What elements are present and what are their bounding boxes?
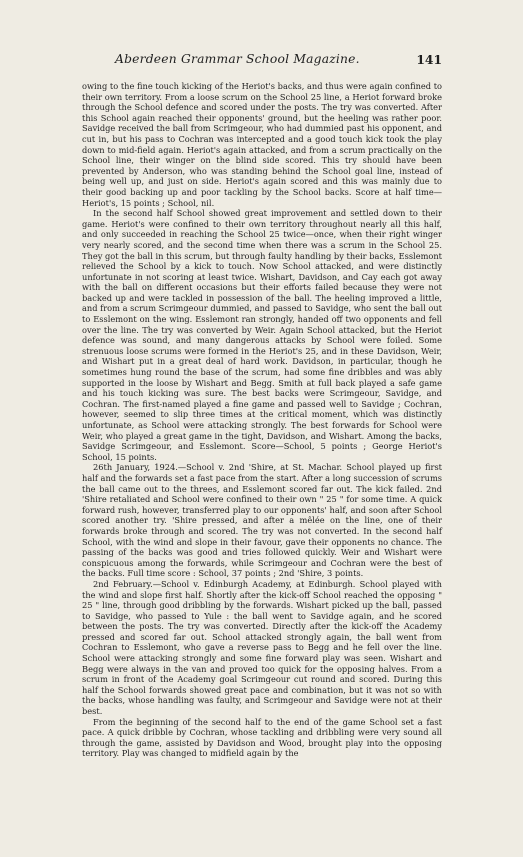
- paragraph-heriots-first-half: owing to the fine touch kicking of the Heriot's backs, and thus were again confined to their own territory. From a loose scrum on the School 25 line, a Heriot forward broke through the School defence and scored under the posts. The try was converted. After this School again reached their opponents' ground, but the heeling was rather poor. Savidge received the ball from Scrimgeour, who had dummied past his opponent, and cut in, but his pass to Cochran was intercepted and a good touch kick took the play down to mid-field again. Heriot's again attacked, and from a scrum practically on the School line, their winger on the blind side scored. This try should have been prevented by Anderson, who was standing behind the School goal line, instead of being well up, and just on side. Heriot's again scored and this was mainly due to their good backing up and poor tackling by the School backs. Score at half time—Heriot's, 15 points ; School, nil.: [82, 81, 442, 208]
- paragraph-edinburgh-second-half: From the beginning of the second half to the end of the game School set a fast pace. A quick dribble by Cochran, whose tackling and dribbling were very sound all through the game, assisted by Davidson and Wood, brought play into the opposing territory. Play was changed to midfield again by the: [82, 716, 442, 759]
- running-title: Aberdeen Grammar School Magazine.: [115, 52, 360, 66]
- paragraph-2nd-shire-match: 26th January, 1924.—School v. 2nd 'Shire, at St. Machar. School played up first half and the forwards set a fast pace from the start. After a long succession of scrums the ball came out to the threes, and Esslemont scored far out. The kick failed. 2nd 'Shire retaliated and School were confined to their own " 25 " for some time. A quick forward rush, however, transferred play to our opponents' half, and soon after School scored another try. 'Shire pressed, and after a mêlée on the line, one of their forwards broke through and scored. The try was not converted. In the second half School, with the wind and slope in their favour, gave their opponents no chance. The passing of the backs was good and tries followed quickly. Weir and Wishart were conspicuous among the forwards, while Scrimgeour and Cochran were the best of the backs. Full time score : School, 37 points ; 2nd 'Shire, 3 points.: [82, 462, 442, 579]
- article-body: [82, 81, 442, 759]
- paragraph-edinburgh-academy-match: 2nd February.—School v. Edinburgh Academy, at Edinburgh. School played with the wind and slope first half. Shortly after the kick-off School reached the opposing " 25 " line, through good dribbling by the forwards. Wishart picked up the ball, passed to Savidge, who passed to Yule : the ball went to Savidge again, and he scored between the posts. The try was converted. Directly after the kick-off the Academy pressed and scored far out. School attacked strongly again, the ball went from Cochran to Esslemont, who gave a reverse pass to Begg and he fell over the line. School were attacking strongly and some fine forward play was seen. Wishart and Begg were always in the van and proved too quick for the opposing halves. From a scrum in front of the Academy goal Scrimgeour cut round and scored. During this half the School forwards showed great pace and combination, but it was not so with the backs, whose handling was faulty, and Scrimgeour and Savidge were not at their best.: [82, 578, 442, 717]
- page-header: [82, 52, 442, 70]
- page-number: 141: [416, 52, 442, 67]
- paragraph-heriots-second-half: In the second half School showed great improvement and settled down to their game. Heriot's were confined to their own territory throughout nearly all this half, and only succeeded in reaching the School 25 twice—once, when their right winger very nearly scored, and the second time when there was a scrum in the School 25. They got the ball in this scrum, but through faulty handling by their backs, Esslemont relieved the School by a kick to touch. Now School attacked, and were distinctly unfortunate in not scoring at least twice. Wishart, Davidson, and Cay each got away with the ball on different occasions but their efforts failed because they were not backed up and were tackled in possession of the ball. The heeling improved a little, and from a scrum Scrimgeour dummied, and passed to Savidge, who sent the ball out to Esslemont on the wing. Esslemont ran strongly, handed off two opponents and fell over the line. The try was converted by Weir. Again School attacked, but the Heriot defence was sound, and many dangerous attacks by School were foiled. Some strenuous loose scrums were formed in the Heriot's 25, and in these Davidson, Weir, and Wishart put in a great deal of hard work. Davidson, in particular, though he sometimes hung round the base of the scrum, had some fine dribbles and was ably supported in the loose by Wishart and Begg. Smith at full back played a safe game and his touch kicking was sure. The best backs were Scrimgeour, Savidge, and Cochran. The first-named played a fine game and passed well to Savidge ; Cochran, however, seemed to slip three times at the critical moment, which was distinctly unfortunate, as School were attacking strongly. The best forwards for School were Weir, who played a great game in the tight, Davidson, and Wishart. Among the backs, Savidge Scrimgeour, and Esslemont. Score—School, 5 points ; George Heriot's School, 15 points.: [82, 208, 442, 462]
